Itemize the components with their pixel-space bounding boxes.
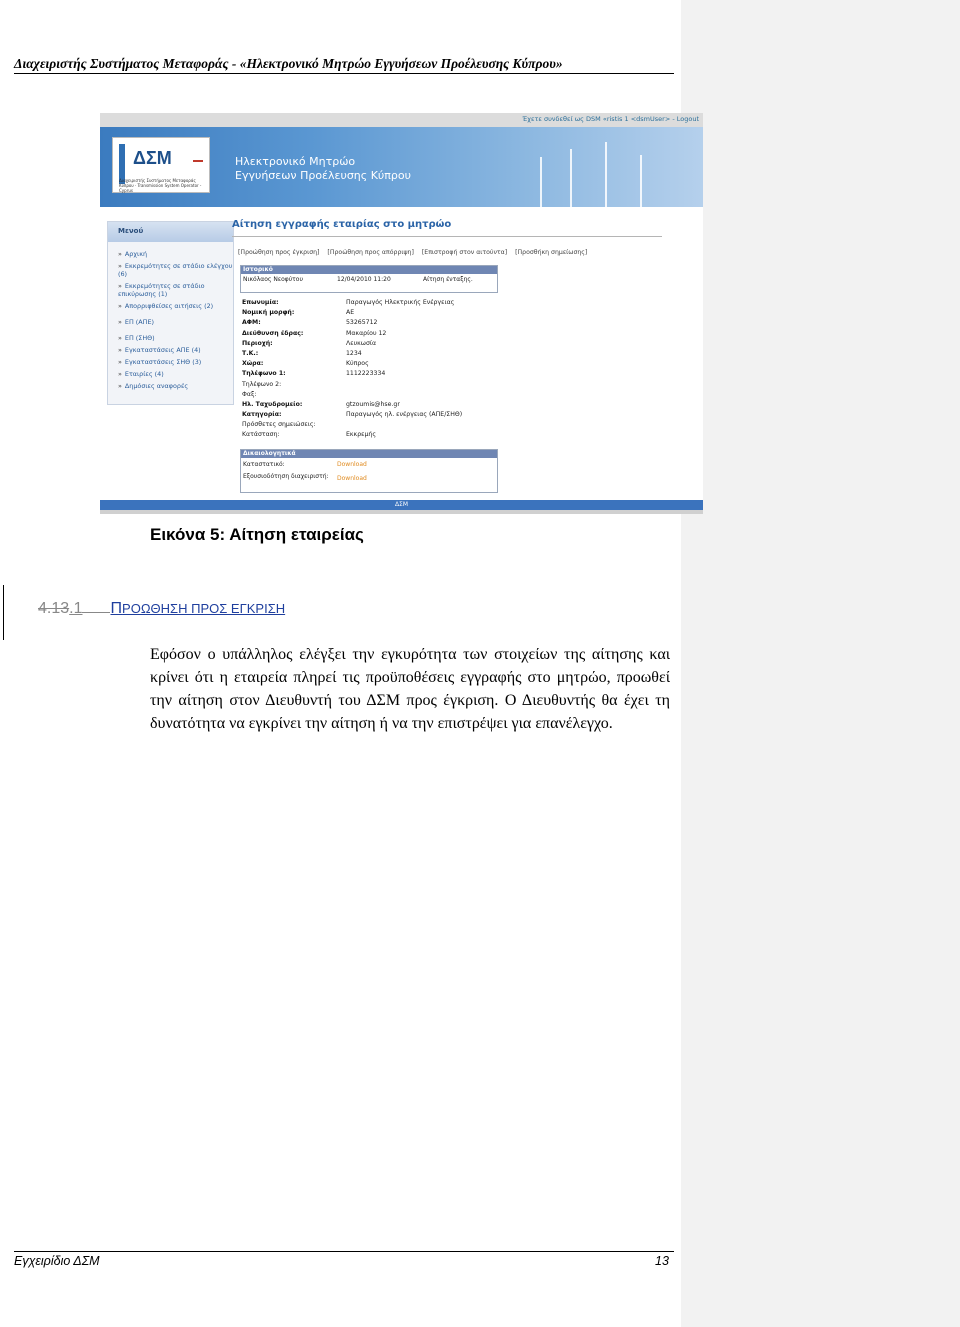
section-number-deleted: 4.13: [38, 600, 70, 617]
side-menu: [107, 221, 234, 405]
footer-title: Εγχειρίδιο ΔΣΜ: [14, 1254, 100, 1268]
field-value: Παραγωγός Ηλεκτρικής Ενέργειας: [346, 299, 455, 306]
field-row: [240, 360, 520, 370]
page-number: 13: [655, 1254, 669, 1268]
download-link[interactable]: Download: [337, 475, 367, 482]
field-label: ΑΦΜ:: [242, 319, 261, 327]
wind-turbine-icon: [570, 149, 572, 207]
forward-approve-link[interactable]: [Προώθηση προς έγκριση]: [238, 249, 320, 256]
menu-item-installations-sith[interactable]: » Εγκαταστάσεις ΣΗΘ (3): [118, 358, 202, 366]
field-label: Νομική μορφή:: [242, 309, 295, 317]
change-bar: [3, 585, 4, 640]
field-value: 53265712: [346, 319, 378, 327]
field-row: [240, 319, 520, 329]
field-value: Εκκρεμής: [346, 431, 376, 439]
field-row: [240, 391, 520, 401]
history-action: Αίτηση ένταξης.: [423, 276, 473, 283]
field-label: Επωνυμία:: [242, 299, 279, 306]
menu-title: Μενού: [108, 222, 233, 242]
forward-reject-link[interactable]: [Προώθηση προς απόρριψη]: [327, 249, 414, 256]
document-label: Καταστατικό:: [243, 461, 285, 468]
field-label: Διεύθυνση έδρας:: [242, 329, 304, 337]
body-paragraph: Εφόσον ο υπάλληλος ελέγξει την εγκυρότητα των στοιχείων της αίτησης και κρίνει ότι η εταιρεία πληρεί τις προϋποθέσεις εγγραφής στο μητρώο, προωθεί την αίτηση στον Διευθυντή του ΔΣΜ προς έγκριση. Ο Διευθυντής θα έχει τη δυνατότητα να εγκρίνει την αίτηση ή να την επιστρέψει για επανέλεγχο.: [150, 646, 670, 732]
field-row: [240, 309, 520, 319]
wind-turbine-icon: [605, 142, 607, 207]
banner-title-line2: Εγγυήσεων Προέλευσης Κύπρου: [235, 169, 411, 182]
field-label: Φαξ:: [242, 390, 257, 398]
section-title: ΠΡΟΩΘΗΣΗ ΠΡΟΣ ΕΓΚΡΙΣΗ: [110, 600, 286, 617]
menu-item-home[interactable]: » Αρχική: [118, 250, 148, 258]
wind-turbine-icon: [540, 157, 542, 207]
history-row: [241, 274, 497, 288]
history-user: Νικόλαος Νεοφύτου: [243, 276, 303, 283]
add-note-link[interactable]: [Προσθήκη σημείωσης]: [515, 249, 588, 256]
field-label: Κατάσταση:: [242, 431, 280, 439]
field-value: 1112223334: [346, 370, 386, 378]
field-label: Πρόσθετες σημειώσεις:: [242, 421, 316, 429]
user-bar: [100, 113, 703, 127]
logo-arrow-icon: [193, 160, 203, 162]
menu-item-pending-check[interactable]: » Εκκρεμότητες σε στάδιο ελέγχου (6): [118, 262, 233, 278]
logged-in-user[interactable]: Έχετε συνδεθεί ως DSM «ristis 1 <dsmUser> - Logout: [522, 115, 699, 123]
footer-strip: [100, 510, 703, 514]
action-links: [238, 249, 593, 256]
field-row: [240, 340, 520, 350]
field-value: Λευκωσία: [346, 339, 377, 347]
history-title: Ιστορικό: [241, 266, 497, 274]
field-row: [240, 411, 520, 421]
field-value: Κύπρος: [346, 360, 369, 368]
field-row: [240, 431, 520, 441]
field-row: [240, 299, 520, 309]
history-box: [240, 265, 498, 293]
field-label: Τ.Κ.:: [242, 349, 259, 357]
history-date: 12/04/2010 11:20: [337, 276, 391, 283]
field-value: Παραγωγός ηλ. ενέργειας (ΑΠΕ/ΣΗΘ): [346, 411, 463, 419]
wind-turbine-icon: [640, 155, 642, 207]
documents-title: Δικαιολογητικά: [241, 450, 497, 458]
footer-rule: [14, 1251, 674, 1252]
section-tab: [82, 612, 110, 613]
field-row: [240, 401, 520, 411]
field-row: [240, 350, 520, 360]
field-row: [240, 381, 520, 391]
documents-box: [240, 449, 498, 493]
field-row: [240, 421, 520, 431]
field-label: Χώρα:: [242, 360, 264, 368]
field-value: Μακαρίου 12: [346, 329, 387, 337]
page-margin-gutter: [681, 0, 960, 1327]
header-rule: [14, 73, 674, 74]
logo-text: ΔΣΜ: [133, 148, 172, 168]
site-footer: ΔΣΜ: [100, 500, 703, 510]
field-row: [240, 370, 520, 380]
page-heading: Αίτηση εγγραφής εταιρίας στο μητρώο: [232, 219, 452, 230]
menu-item-installations-ape[interactable]: » Εγκαταστάσεις ΑΠΕ (4): [118, 346, 201, 354]
field-label: Τηλέφωνο 2:: [242, 380, 282, 388]
return-applicant-link[interactable]: [Επιστροφή στον αιτούντα]: [421, 249, 508, 256]
document-row: [241, 459, 497, 471]
menu-item-public-reports[interactable]: » Δημόσιες αναφορές: [118, 382, 189, 390]
field-row: [240, 330, 520, 340]
menu-item-pending-validation[interactable]: » Εκκρεμότητες σε στάδιο επικύρωσης (1): [118, 282, 205, 298]
menu-item-ep-sith[interactable]: » ΕΠ (ΣΗΘ): [118, 334, 155, 342]
main-content: [100, 207, 703, 500]
menu-item-rejected[interactable]: » Απορριφθείσες αιτήσεις (2): [118, 302, 214, 310]
dsm-logo: [112, 137, 210, 193]
logo-subtext: Διαχειριστής Συστήματος Μεταφοράς Κύπρου · Transmission System Operator - Cyprus: [119, 178, 202, 193]
document-label: Εξουσιοδότηση διαχειριστή:: [243, 473, 329, 480]
screenshot-figure: [100, 113, 703, 514]
company-fields: [240, 299, 520, 442]
section-number-inserted: .1: [69, 600, 83, 617]
field-label: Ηλ. Ταχυδρομείο:: [242, 400, 303, 408]
document-header: Διαχειριστής Συστήματος Μεταφοράς - «Ηλεκτρονικό Μητρώο Εγγυήσεων Προέλευσης Κύπρου»: [14, 56, 563, 71]
field-label: Κατηγορία:: [242, 411, 282, 419]
figure-caption: Εικόνα 5: Αίτηση εταιρείας: [150, 525, 364, 544]
field-value: ΑΕ: [346, 309, 355, 317]
menu-item-ep-ape[interactable]: » ΕΠ (ΑΠΕ): [118, 318, 154, 326]
field-label: Τηλέφωνο 1:: [242, 370, 286, 378]
site-banner: [100, 127, 703, 207]
heading-rule: [232, 236, 662, 237]
banner-title-line1: Ηλεκτρονικό Μητρώο: [235, 155, 356, 168]
field-value: gtzoumis@hse.gr: [346, 400, 400, 408]
field-value: 1234: [346, 349, 362, 357]
document-row: [241, 471, 497, 489]
section-heading: [38, 600, 285, 618]
menu-item-companies[interactable]: » Εταιρίες (4): [118, 370, 164, 378]
banner-title: [235, 155, 411, 183]
download-link[interactable]: Download: [337, 461, 367, 468]
field-label: Περιοχή:: [242, 339, 273, 347]
